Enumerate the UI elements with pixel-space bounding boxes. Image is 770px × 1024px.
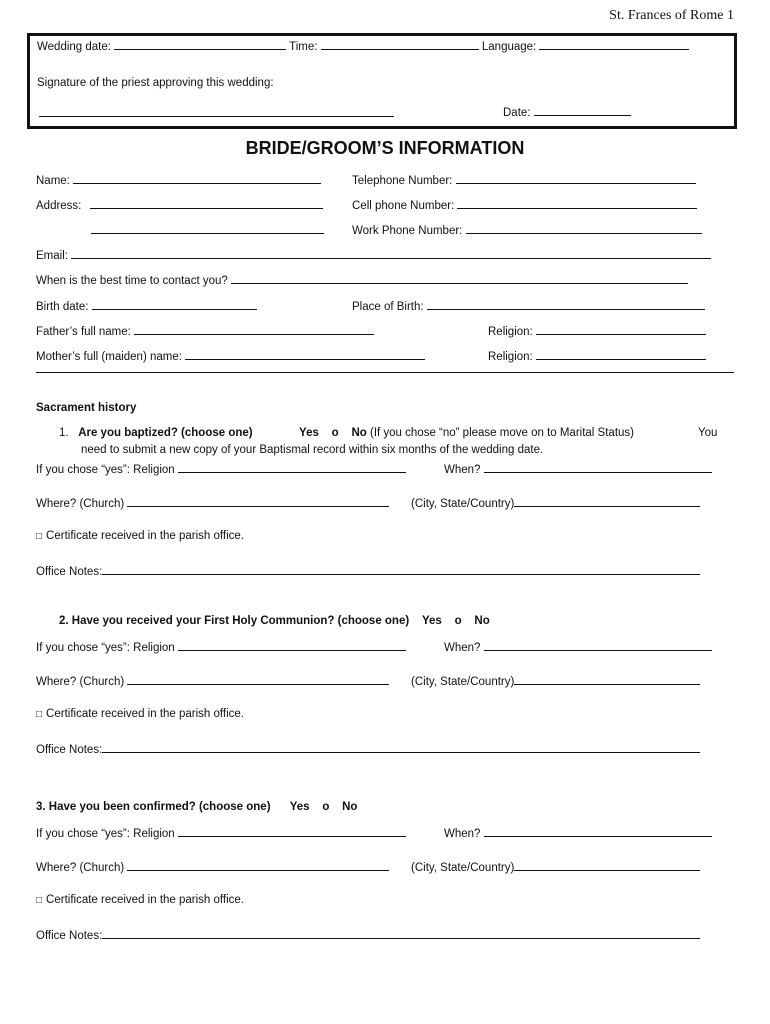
- q3-row: [36, 801, 357, 813]
- q2-where-label: Where? (Church): [36, 676, 125, 688]
- q1-certificate-checkbox[interactable]: □: [36, 531, 43, 542]
- q2-religion-label: If you chose “yes”: Religion: [36, 642, 175, 654]
- wedding-date-label: Wedding date:: [37, 41, 111, 53]
- place-birth-row: [352, 299, 705, 313]
- q3-question: 3. Have you been confirmed? (choose one): [36, 801, 271, 813]
- q2-certificate-row: [36, 708, 244, 720]
- q1-row: [59, 427, 634, 439]
- cell-label: Cell phone Number:: [352, 200, 455, 212]
- q3-city-field[interactable]: [514, 860, 700, 871]
- telephone-field[interactable]: [456, 173, 696, 184]
- q3-where-row: [36, 860, 389, 874]
- q3-when-field[interactable]: [484, 826, 712, 837]
- name-label: Name:: [36, 175, 70, 187]
- work-row: [352, 223, 702, 237]
- q1-when-field[interactable]: [484, 462, 712, 473]
- q3-religion-label: If you chose “yes”: Religion: [36, 828, 175, 840]
- q3-city-label: (City, State/Country): [411, 862, 515, 874]
- father-religion-field[interactable]: [536, 324, 706, 335]
- contact-time-field[interactable]: [231, 273, 688, 284]
- q1-when-label: When?: [444, 464, 481, 476]
- q3-notes-row: [36, 928, 700, 942]
- address-field-2[interactable]: [91, 223, 324, 234]
- q2-o-mark: o: [454, 615, 462, 627]
- q1-religion-label: If you chose “yes”: Religion: [36, 464, 175, 476]
- q1-when-row: [444, 462, 712, 476]
- approval-date-row: [503, 105, 631, 119]
- signature-row: [39, 106, 394, 120]
- approval-date-label: Date:: [503, 107, 531, 119]
- father-row: [36, 324, 374, 338]
- contact-time-row: [36, 273, 688, 287]
- telephone-label: Telephone Number:: [352, 175, 453, 187]
- q1-notes-row: [36, 564, 700, 578]
- q3-certificate-row: [36, 894, 244, 906]
- q3-certificate-label: Certificate received in the parish office.: [46, 894, 244, 906]
- q3-yes-option[interactable]: Yes: [289, 801, 310, 813]
- birth-date-row: [36, 299, 257, 313]
- place-birth-field[interactable]: [427, 299, 705, 310]
- mother-label: Mother’s full (maiden) name:: [36, 351, 182, 363]
- mother-row: [36, 349, 425, 363]
- q1-certificate-row: [36, 530, 244, 542]
- q3-notes-field[interactable]: [102, 928, 700, 939]
- q1-note: (If you chose “no” please move on to Marital Status): [370, 427, 634, 439]
- wedding-date-field[interactable]: [114, 39, 286, 50]
- q2-city-row: [411, 674, 700, 688]
- wedding-date-row: [37, 39, 689, 53]
- q3-o-mark: o: [322, 801, 330, 813]
- q2-when-field[interactable]: [484, 640, 712, 651]
- q2-when-row: [444, 640, 712, 654]
- contact-time-label: When is the best time to contact you?: [36, 275, 228, 287]
- q2-where-row: [36, 674, 389, 688]
- father-label: Father’s full name:: [36, 326, 131, 338]
- q1-religion-field[interactable]: [178, 462, 406, 473]
- q1-where-row: [36, 496, 389, 510]
- q1-question: Are you baptized? (choose one): [78, 427, 253, 439]
- q1-yes-option[interactable]: Yes: [299, 427, 319, 439]
- father-field[interactable]: [134, 324, 374, 335]
- q2-city-label: (City, State/Country): [411, 676, 515, 688]
- q3-church-field[interactable]: [127, 860, 389, 871]
- q1-line2: need to submit a new copy of your Baptismal record within six months of the wedding date.: [81, 444, 544, 456]
- q1-notes-field[interactable]: [102, 564, 700, 575]
- q1-number: 1.: [59, 427, 69, 439]
- q1-city-field[interactable]: [514, 496, 700, 507]
- q2-question: 2. Have you received your First Holy Communion? (choose one): [59, 615, 410, 627]
- q2-church-field[interactable]: [127, 674, 389, 685]
- q3-no-option[interactable]: No: [342, 801, 358, 813]
- q2-notes-row: [36, 742, 700, 756]
- address-row-2: [91, 223, 324, 237]
- q2-row: [59, 615, 490, 627]
- q1-notes-label: Office Notes:: [36, 566, 103, 578]
- email-field[interactable]: [71, 248, 711, 259]
- q2-notes-label: Office Notes:: [36, 744, 103, 756]
- mother-religion-row: [488, 349, 706, 363]
- q1-certificate-label: Certificate received in the parish office.: [46, 530, 244, 542]
- q1-o-mark: o: [331, 427, 339, 439]
- q3-notes-label: Office Notes:: [36, 930, 103, 942]
- q1-no-option[interactable]: No: [351, 427, 367, 439]
- address-field-1[interactable]: [90, 198, 323, 209]
- work-label: Work Phone Number:: [352, 225, 463, 237]
- q3-where-label: Where? (Church): [36, 862, 125, 874]
- section-divider: [36, 372, 734, 373]
- q2-religion-field[interactable]: [178, 640, 406, 651]
- work-field[interactable]: [466, 223, 702, 234]
- language-label: Language:: [481, 41, 537, 53]
- mother-religion-field[interactable]: [536, 349, 706, 360]
- time-field[interactable]: [321, 39, 479, 50]
- address-label: Address:: [36, 200, 82, 212]
- q2-notes-field[interactable]: [102, 742, 700, 753]
- q1-where-label: Where? (Church): [36, 498, 125, 510]
- q2-city-field[interactable]: [514, 674, 700, 685]
- signature-field[interactable]: [39, 106, 394, 117]
- signature-label: Signature of the priest approving this wedding:: [37, 77, 274, 89]
- email-row: [36, 248, 711, 262]
- priest-approval-box: [27, 33, 737, 129]
- place-birth-label: Place of Birth:: [352, 301, 424, 313]
- q3-religion-row: [36, 826, 406, 840]
- q1-religion-row: [36, 462, 406, 476]
- q2-yes-option[interactable]: Yes: [421, 615, 442, 627]
- birth-date-label: Birth date:: [36, 301, 89, 313]
- mother-religion-label: Religion:: [488, 351, 533, 363]
- mother-field[interactable]: [185, 349, 425, 360]
- q3-religion-field[interactable]: [178, 826, 406, 837]
- cell-field[interactable]: [457, 198, 697, 209]
- email-label: Email:: [36, 250, 68, 262]
- father-religion-row: [488, 324, 706, 338]
- q2-certificate-checkbox[interactable]: □: [36, 709, 43, 720]
- q2-no-option[interactable]: No: [474, 615, 490, 627]
- q1-city-row: [411, 496, 700, 510]
- name-row: [36, 173, 321, 187]
- address-row: [36, 198, 323, 212]
- q2-certificate-label: Certificate received in the parish office.: [46, 708, 244, 720]
- cell-row: [352, 198, 697, 212]
- time-label: Time:: [289, 41, 318, 53]
- q3-certificate-checkbox[interactable]: □: [36, 895, 43, 906]
- q2-religion-row: [36, 640, 406, 654]
- q1-you-text: You: [698, 427, 718, 439]
- name-field[interactable]: [73, 173, 321, 184]
- page-title: BRIDE/GROOM’S INFORMATION: [245, 138, 525, 158]
- telephone-row: [352, 173, 696, 187]
- father-religion-label: Religion:: [488, 326, 533, 338]
- q1-church-field[interactable]: [127, 496, 389, 507]
- q1-city-label: (City, State/Country): [411, 498, 515, 510]
- q3-when-label: When?: [444, 828, 481, 840]
- q3-city-row: [411, 860, 700, 874]
- sacrament-heading: Sacrament history: [36, 402, 137, 414]
- language-field[interactable]: [539, 39, 689, 50]
- birth-date-field[interactable]: [92, 299, 257, 310]
- q3-when-row: [444, 826, 712, 840]
- page-header: St. Frances of Rome 1: [609, 8, 734, 23]
- q2-when-label: When?: [444, 642, 481, 654]
- approval-date-field[interactable]: [534, 105, 631, 116]
